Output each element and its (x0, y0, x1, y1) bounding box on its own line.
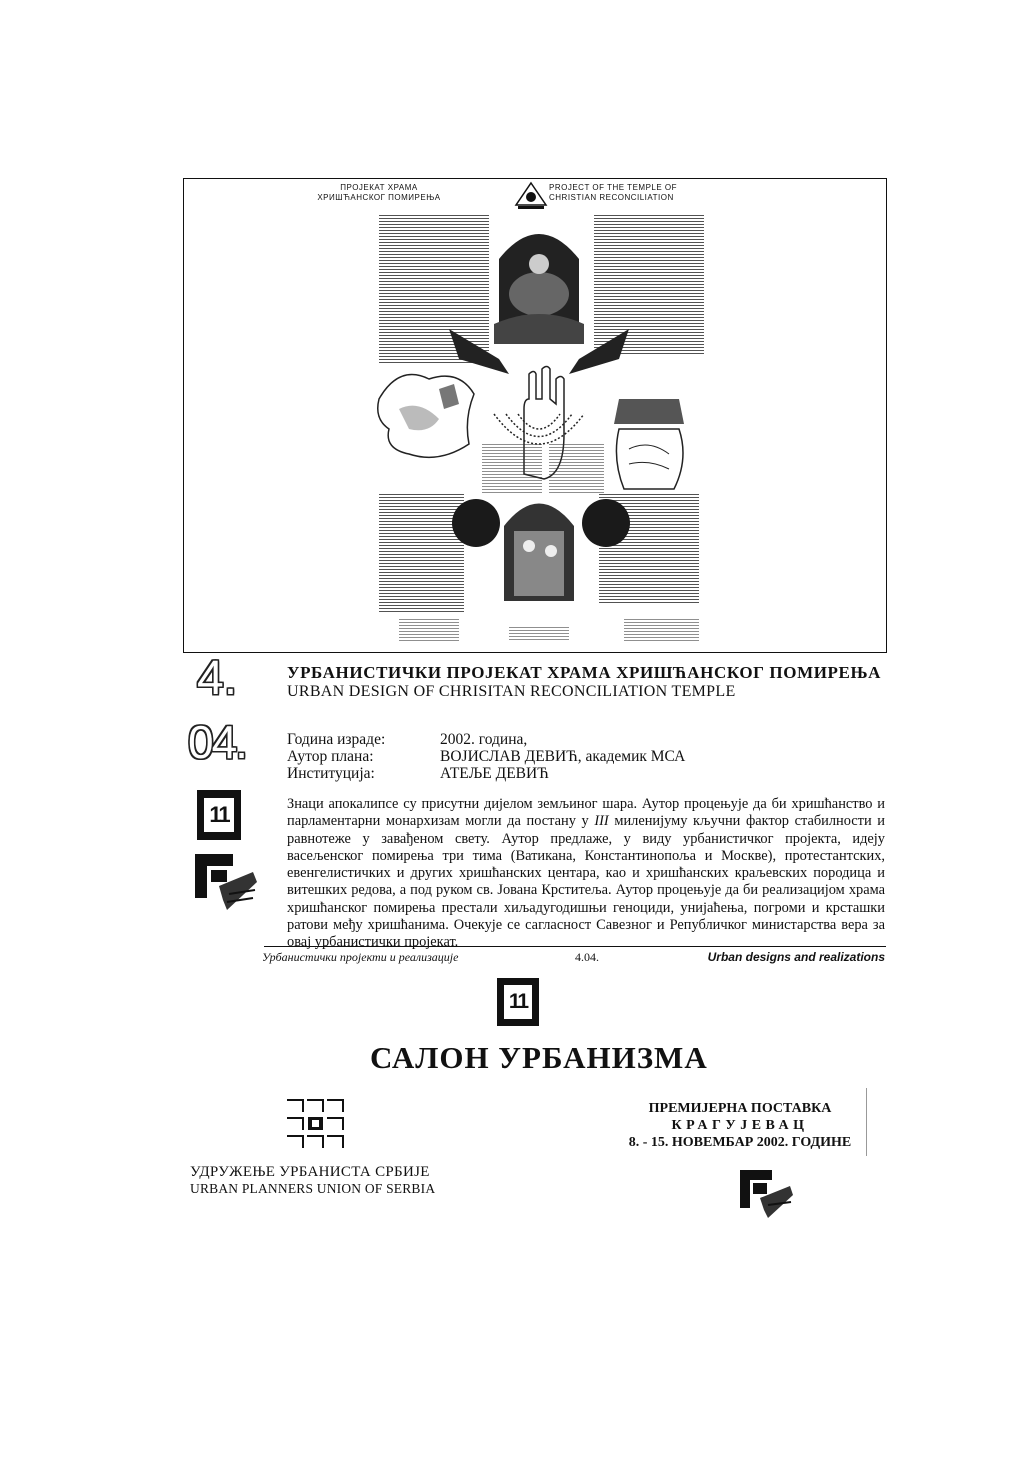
premiere-info (620, 1100, 860, 1151)
project-title-en: URBAN DESIGN OF CHRISITAN RECONCILIATION TEMPLE (287, 683, 736, 700)
footer-category-en: Urban designs and realizations (707, 950, 885, 964)
meta-value-year: 2002. година, (440, 731, 528, 748)
premiere-city: КРАГУЈЕВАЦ (671, 1118, 809, 1133)
europe-map-illustration (369, 359, 484, 469)
union-logo-emblem-small-icon (738, 1168, 794, 1224)
section-number: 4. (197, 652, 238, 705)
meta-label-author: Аутор плана: (287, 748, 374, 765)
premiere-side-rule (866, 1088, 867, 1156)
poster-text-center-left (482, 444, 542, 494)
meta-value-institution: АТЕЉЕ ДЕВИЋ (440, 765, 549, 782)
baptism-relief-illustration (499, 491, 579, 606)
footer-divider (264, 946, 886, 947)
poster-header-sr: ПРОЈЕКАТ ХРАМА ХРИШЋАНСКОГ ПОМИРЕЊА (317, 183, 441, 202)
section-subnumber: 04. (188, 716, 246, 768)
meta-value-author: ВОЈИСЛАВ ДЕВИЋ, академик МСА (440, 748, 686, 765)
premiere-dates: 8. - 15. НОВЕМБАР 2002. ГОДИНЕ (628, 1135, 852, 1150)
premiere-heading: ПРЕМИЈЕРНА ПОСТАВКА (648, 1101, 832, 1116)
salon-logo-large: 11 (497, 978, 539, 1026)
poster-text-lower-left (379, 494, 464, 614)
project-description: Знаци апокалипсе су присутни дијелом земљиног шара. Аутор процењује да би хришћанство и парламентарни монархизам могли да постану у III миленијуму кључни фактор стабилности и равнотеже у завађеном свету. Аутор предлаже, у виду урбанистичког пројекта, идеју васељенског помирења три тима (Ватикана, Константинопоља и Москве), протестантских, евенгелистичких и других хришћанских центара, као и хришћанских краљевских породица и витешких редова, а под руком св. Јована Крститеља. Аутор процењује да би реализацијом храма хришћанског помирења престали хиљадугодишњи геноциди, унијаћења, погроми и крсташки ратови међу хришћанима. Очекује се сагласност Савезног и Републичког министарства вера за овај урбанистички пројекат. (287, 796, 885, 951)
sphere-left (452, 499, 500, 547)
footer-page-number: 4.04. (575, 950, 599, 964)
poster-text-center-right (549, 444, 604, 494)
temple-emblem-icon (514, 181, 548, 211)
footer-category-sr: Урбанистички пројекти и реализације (262, 950, 459, 964)
poster-credits-right (624, 619, 699, 641)
urban-planners-grid-logo-icon (283, 1096, 349, 1152)
association-name-en: URBAN PLANNERS UNION OF SERBIA (190, 1181, 436, 1196)
poster-credits-center (509, 627, 569, 641)
temple-project-poster (183, 178, 887, 653)
meta-label-year: Година израде: (287, 731, 386, 748)
project-title-sr: УРБАНИСТИЧКИ ПРОЈЕКАТ ХРАМА ХРИШЋАНСКОГ ПОМИРЕЊА (287, 663, 881, 682)
union-logo-emblem-icon (193, 852, 259, 914)
salon-title: САЛОН УРБАНИЗМА (370, 1040, 708, 1075)
right-hand-illustration (604, 379, 694, 494)
salon-logo-small: 11 (197, 790, 241, 840)
meta-label-institution: Институција: (287, 765, 375, 782)
sphere-right (582, 499, 630, 547)
poster-header-en: PROJECT OF THE TEMPLE OF CHRISTIAN RECONCILIATION (549, 183, 678, 202)
poster-credits-left (399, 619, 459, 641)
association-name-sr: УДРУЖЕЊЕ УРБАНИСТА СРБИЈЕ (190, 1164, 430, 1180)
